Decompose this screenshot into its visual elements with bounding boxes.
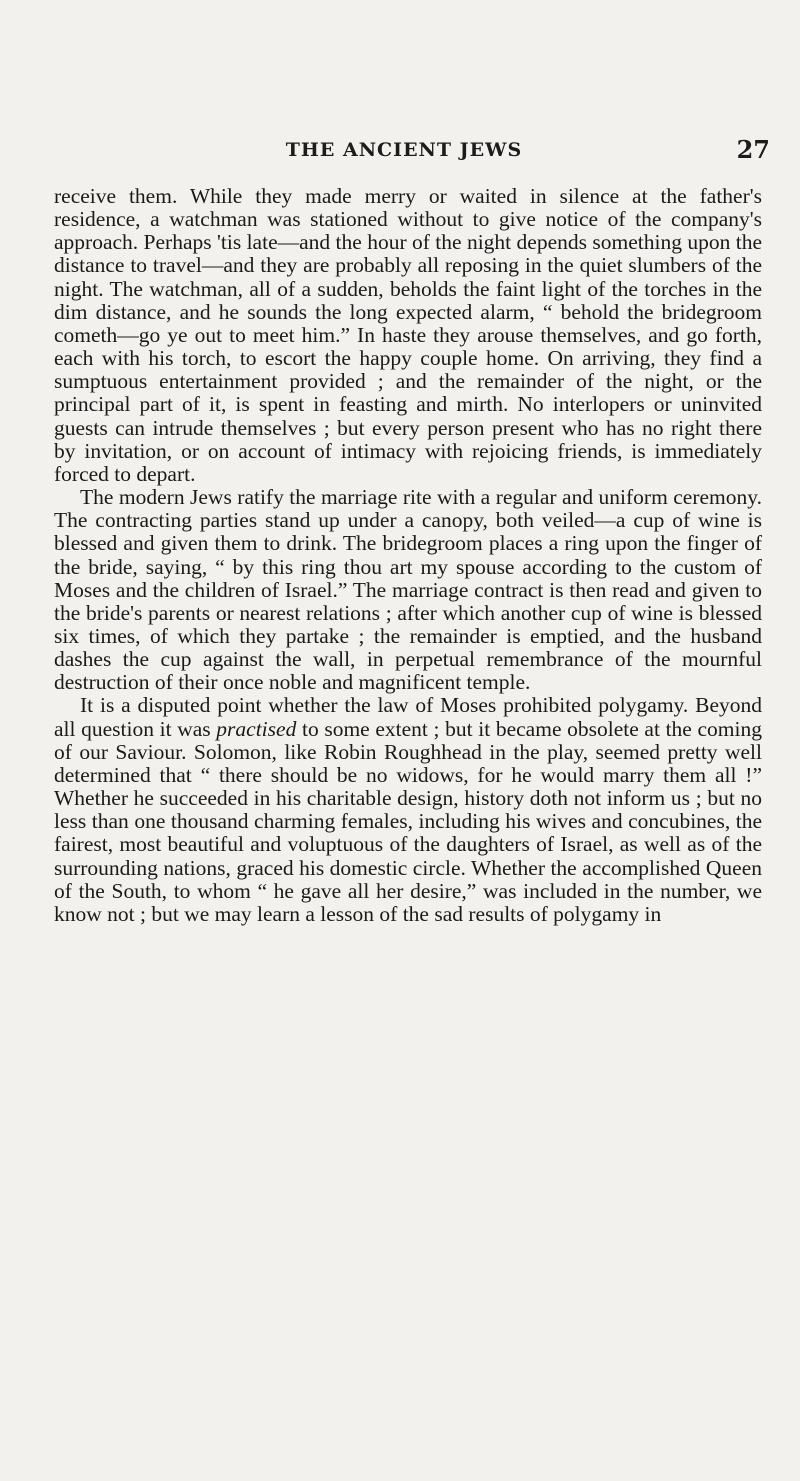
page-number: 27 (736, 135, 770, 164)
paragraph-1: receive them. While they made merry or waited in silence at the father's residence, a watchman was stationed without to give notice of the company's approach. Perhaps 'tis late—and the hour of the night depends something upon the distance to travel—and they are probably all reposing in the quiet slumbers of the night. The watchman, all of a sudden, beholds the faint light of the torches in the dim distance, and he sounds the long expected alarm, “ behold the bridegroom cometh—go ye out to meet him.” In haste they arouse themselves, and go forth, each with his torch, to escort the happy couple home. On arriving, they find a sumptuous entertainment provided ; and the remainder of the night, or the principal part of it, is spent in feasting and mirth. No interlopers or uninvited guests can intrude themselves ; but every person present who has no right there by invitation, or on account of intimacy with rejoicing friends, is immediately forced to depart. (54, 184, 762, 486)
paragraph-3 (54, 694, 762, 926)
paragraph-3-start: It is a disputed point whether the law of Moses prohibited polygamy. Beyond all question it was (54, 693, 762, 741)
paragraph-2: The modern Jews ratify the marriage rite with a regular and uniform ceremony. The contracting parties stand up under a canopy, both veiled—a cup of wine is blessed and given them to drink. The bridegroom places a ring upon the finger of the bride, saying, “ by this ring thou art my spouse according to the custom of Moses and the children of Israel.” The marriage contract is then read and given to the bride's parents or nearest relations ; after which another cup of wine is blessed six times, of which they partake ; the remainder is emptied, and the husband dashes the cup against the wall, in perpetual remembrance of the mournful destruction of their once noble and magnificent temple. (54, 485, 762, 695)
paragraph-3-end: to some extent ; but it became obsolete at the coming of our Saviour. Solomon, like Robin Roughhead in the play, seemed pretty well determined that “ there should be no widows, for he would marry them all !” Whether he succeeded in his charitable design, history doth not inform us ; but no less than one thousand charming females, including his wives and concubines, the fairest, most beautiful and voluptuous of the daughters of Israel, as well as of the surrounding nations, graced his domestic circle. Whether the accomplished Queen of the South, to whom “ he gave all her desire,” was included in the number, we know not ; but we may learn a lesson of the sad results of polygamy in (54, 716, 762, 926)
running-head: THE ANCIENT JEWS (285, 139, 523, 161)
body-text (54, 185, 762, 926)
italic-emphasis: practised (216, 716, 297, 741)
page-header (54, 135, 770, 165)
